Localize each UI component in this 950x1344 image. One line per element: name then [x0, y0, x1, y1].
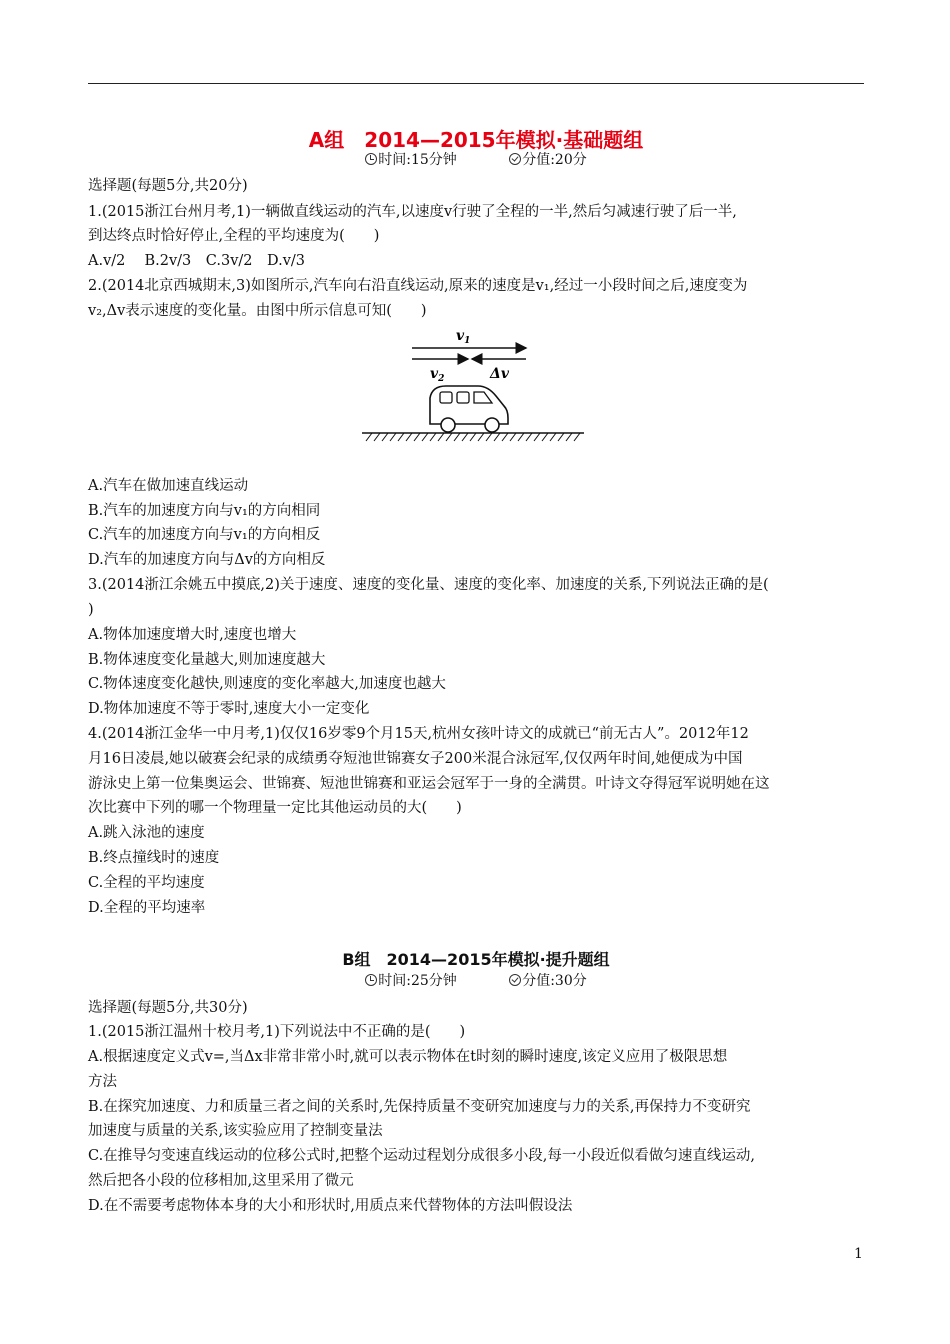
text-line: 到达终点时恰好停止,全程的平均速度为( )	[88, 228, 380, 244]
text-line: A.跳入泳池的速度	[88, 825, 205, 841]
text-line: B.终点撞线时的速度	[88, 850, 220, 866]
text-line: 游泳史上第一位集奥运会、世锦赛、短池世锦赛和亚运会冠军于一身的全满贯。叶诗文夺得冠军说明她在这	[88, 776, 770, 792]
header-rule	[88, 83, 864, 84]
text-line: 月16日凌晨,她以破赛会纪录的成绩勇夺短池世锦赛女子200米混合泳冠军,仅仅两年时间,她便成为中国	[88, 751, 743, 767]
text-line: 2.(2014北京西城期末,3)如图所示,汽车向右沿直线运动,原来的速度是v₁,经过一小段时间之后,速度变为	[88, 278, 748, 294]
text-line: 3.(2014浙江余姚五中摸底,2)关于速度、速度的变化量、速度的变化率、加速度的关系,下列说法正确的是(	[88, 577, 769, 593]
text-line: 方法	[88, 1074, 117, 1090]
text-line: B.在探究加速度、力和质量三者之间的关系时,先保持质量不变研究加速度与力的关系,再保持力不变研究	[88, 1099, 751, 1115]
v2-label: $v_2$	[430, 366, 445, 384]
page-number: 1	[854, 1246, 863, 1262]
text-line: D.汽车的加速度方向与Δv的方向相反	[88, 552, 326, 568]
car-wheel	[441, 418, 455, 432]
text-line: C.全程的平均速度	[88, 875, 205, 891]
car-diagram	[360, 326, 588, 444]
text-line: B.物体速度变化量越大,则加速度越大	[88, 652, 326, 668]
section-a-title: A组 2014—2015年模拟·基础题组	[308, 128, 644, 152]
check-circle-icon	[509, 974, 521, 986]
car-wheel	[485, 418, 499, 432]
clock-icon	[365, 974, 377, 986]
section-b-meta	[88, 970, 864, 990]
text-line: D.在不需要考虑物体本身的大小和形状时,用质点来代替物体的方法叫假设法	[88, 1198, 573, 1214]
text-line: 1.(2015浙江温州十校月考,1)下列说法中不正确的是( )	[88, 1024, 466, 1040]
text-line: 加速度与质量的关系,该实验应用了控制变量法	[88, 1123, 383, 1139]
delta-v-label: Δv	[490, 366, 509, 382]
text-line: C.在推导匀变速直线运动的位移公式时,把整个运动过程划分成很多小段,每一小段近似看做匀速直线运动,	[88, 1148, 756, 1164]
text-line: )	[88, 602, 94, 618]
car-window	[440, 392, 452, 403]
check-circle-icon	[509, 153, 521, 165]
section-a-meta	[88, 149, 864, 169]
text-line: D.物体加速度不等于零时,速度大小一定变化	[88, 701, 370, 717]
section-a-intro: 选择题(每题5分,共20分)	[88, 178, 248, 194]
text-line: B.汽车的加速度方向与v₁的方向相同	[88, 503, 321, 519]
text-line: 然后把各小段的位移相加,这里采用了微元	[88, 1173, 354, 1189]
section-a-time: 时间:15分钟	[378, 152, 457, 168]
section-b-score: 分值:30分	[522, 973, 587, 989]
text-line: A.物体加速度增大时,速度也增大	[88, 627, 297, 643]
ground-hatching	[366, 433, 580, 441]
car-velocity-figure	[360, 326, 588, 444]
section-a-score: 分值:20分	[522, 152, 587, 168]
section-b-title: B组 2014—2015年模拟·提升题组	[342, 950, 610, 969]
clock-icon	[365, 153, 377, 165]
text-line: A.v/2 B.2v/3 C.3v/2 D.v/3	[88, 253, 306, 269]
text-line: 1.(2015浙江台州月考,1)一辆做直线运动的汽车,以速度v行驶了全程的一半,然后匀减速行驶了后一半,	[88, 204, 737, 220]
text-line: 4.(2014浙江金华一中月考,1)仅仅16岁零9个月15天,杭州女孩叶诗文的成就已“前无古人”。2012年12	[88, 726, 749, 742]
section-b-time: 时间:25分钟	[378, 973, 457, 989]
v1-label: $v_1$	[456, 328, 471, 346]
text-line: C.汽车的加速度方向与v₁的方向相反	[88, 527, 321, 543]
text-line: A.根据速度定义式v=,当Δx非常非常小时,就可以表示物体在t时刻的瞬时速度,该定义应用了极限思想	[88, 1049, 728, 1065]
text-line: D.全程的平均速率	[88, 900, 206, 916]
section-b-intro: 选择题(每题5分,共30分)	[88, 1000, 248, 1016]
text-line: v₂,Δv表示速度的变化量。由图中所示信息可知( )	[88, 303, 427, 319]
text-line: 次比赛中下列的哪一个物理量一定比其他运动员的大( )	[88, 800, 462, 816]
text-line: A.汽车在做加速直线运动	[88, 478, 249, 494]
car-window	[457, 392, 469, 403]
text-line: C.物体速度变化越快,则速度的变化率越大,加速度也越大	[88, 676, 446, 692]
